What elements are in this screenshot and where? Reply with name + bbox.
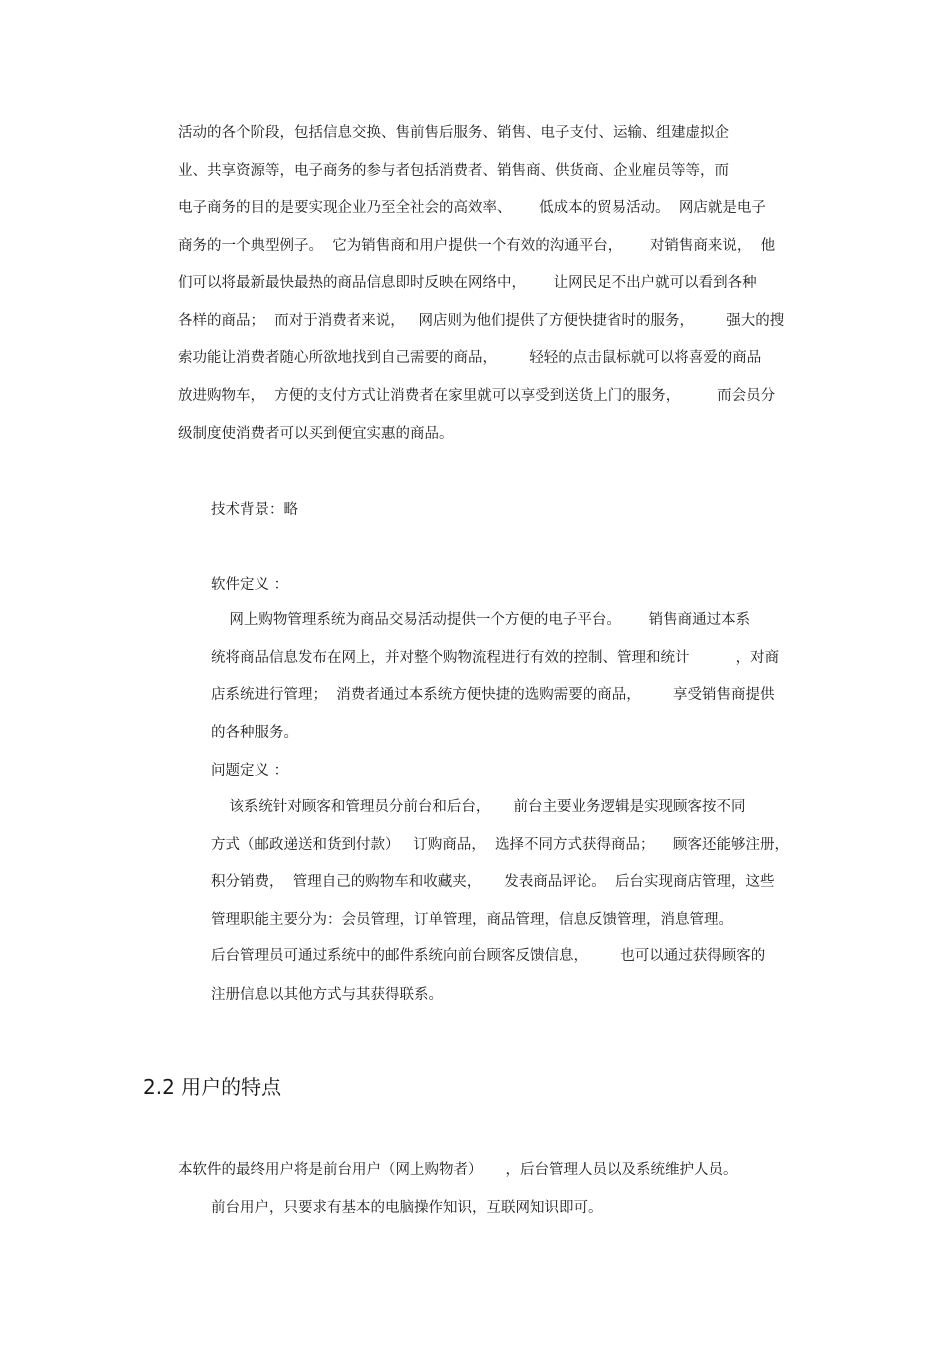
- intro-line-9: 级制度使消费者可以买到便宜实惠的商品。: [178, 426, 454, 442]
- software-definition-line-4: 的各种服务。: [211, 725, 298, 741]
- problem-definition-line-3: 积分销费， 管理自己的购物车和收藏夹， 发表商品评论。 后台实现商店管理，这些: [211, 874, 775, 890]
- section-line-2: 前台用户，只要求有基本的电脑操作知识，互联网知识即可。: [211, 1200, 603, 1216]
- problem-definition-line-6: 注册信息以其他方式与其获得联系。: [211, 987, 443, 1003]
- section-heading: 2.2 用户的特点: [143, 1075, 282, 1099]
- intro-line-8: 放进购物车， 方便的支付方式让消费者在家里就可以享受到送货上门的服务， 而会员分: [178, 388, 776, 404]
- problem-definition-heading: 问题定义 ：: [211, 763, 289, 779]
- tech-background: 技术背景：略: [211, 502, 298, 518]
- intro-line-3: 电子商务的目的是要实现企业乃至全社会的高效率、 低成本的贸易活动。 网店就是电子: [178, 200, 766, 216]
- problem-definition-line-1: 该系统针对顾客和管理员分前台和后台， 前台主要业务逻辑是实现顾客按不同: [211, 799, 746, 815]
- intro-line-5: 们可以将最新最快最热的商品信息即时反映在网络中， 让网民足不出户就可以看到各种: [178, 275, 757, 291]
- intro-line-7: 索功能让消费者随心所欲地找到自己需要的商品， 轻轻的点击鼠标就可以将喜爱的商品: [178, 350, 762, 366]
- intro-line-6: 各样的商品； 而对于消费者来说， 网店则为他们提供了方便快捷省时的服务， 强大的搜: [178, 313, 785, 329]
- intro-line-4: 商务的一个典型例子。 它为销售商和用户提供一个有效的沟通平台， 对销售商来说， 他: [178, 238, 776, 254]
- problem-definition-line-2: 方式（邮政递送和货到付款） 订购商品， 选择不同方式获得商品； 顾客还能够注册，: [211, 837, 789, 853]
- software-definition-line-2: 统将商品信息发布在网上，并对整个购物流程进行有效的控制、管理和统计 ，对商: [211, 650, 780, 666]
- software-definition-line-1: 网上购物管理系统为商品交易活动提供一个方便的电子平台。 销售商通过本系: [211, 612, 751, 628]
- intro-line-2: 业、共享资源等，电子商务的参与者包括消费者、销售商、供货商、企业雇员等等，而: [178, 163, 729, 179]
- software-definition-heading: 软件定义 ：: [211, 577, 289, 593]
- problem-definition-line-4: 管理职能主要分为：会员管理，订单管理，商品管理，信息反馈管理，消息管理。: [211, 912, 733, 928]
- intro-line-1: 活动的各个阶段，包括信息交换、售前售后服务、销售、电子支付、运输、组建虚拟企: [178, 125, 729, 141]
- software-definition-line-3: 店系统进行管理； 消费者通过本系统方便快捷的选购需要的商品， 享受销售商提供: [211, 687, 775, 703]
- section-line-1: 本软件的最终用户将是前台用户（网上购物者） ，后台管理人员以及系统维护人员。: [178, 1162, 738, 1178]
- problem-definition-line-5: 后台管理员可通过系统中的邮件系统向前台顾客反馈信息， 也可以通过获得顾客的: [211, 948, 766, 964]
